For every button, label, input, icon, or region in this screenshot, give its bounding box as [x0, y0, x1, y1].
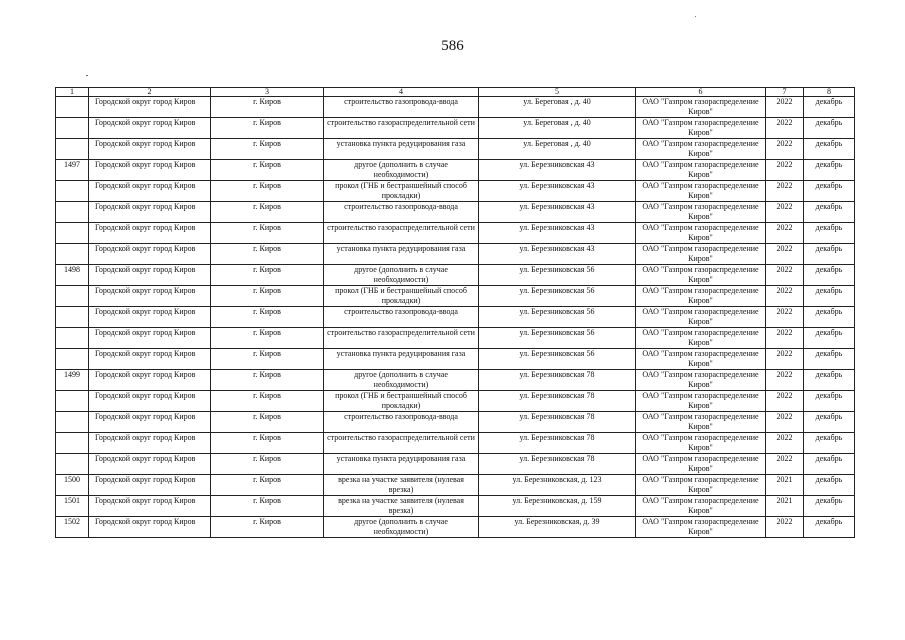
work-type-cell: строительство газопровода-ввода	[324, 202, 479, 223]
work-type-cell: другое (дополнить в случае необходимости)	[324, 370, 479, 391]
organization-cell: ОАО "Газпром газораспределение Киров"	[636, 517, 766, 538]
city-cell: г. Киров	[211, 370, 324, 391]
month-cell: декабрь	[804, 307, 855, 328]
work-type-cell: строительство газораспределительной сети	[324, 118, 479, 139]
row-number-cell	[56, 307, 89, 328]
work-type-cell: прокол (ГНБ и бестраншейный способ прокладки)	[324, 391, 479, 412]
year-cell: 2021	[766, 475, 804, 496]
table-row	[56, 118, 855, 139]
year-cell: 2022	[766, 202, 804, 223]
column-header: 5	[479, 88, 636, 97]
work-type-cell: установка пункта редуцирования газа	[324, 244, 479, 265]
district-cell: Городской округ город Киров	[89, 391, 211, 412]
organization-cell: ОАО "Газпром газораспределение Киров"	[636, 412, 766, 433]
year-cell: 2022	[766, 307, 804, 328]
table-row	[56, 517, 855, 538]
work-type-cell: строительство газораспределительной сети	[324, 433, 479, 454]
address-cell: ул. Березниковская 78	[479, 370, 636, 391]
city-cell: г. Киров	[211, 97, 324, 118]
month-cell: декабрь	[804, 496, 855, 517]
district-cell: Городской округ город Киров	[89, 286, 211, 307]
table-row	[56, 223, 855, 244]
month-cell: декабрь	[804, 328, 855, 349]
work-type-cell: строительство газопровода-ввода	[324, 307, 479, 328]
column-header: 2	[89, 88, 211, 97]
organization-cell: ОАО "Газпром газораспределение Киров"	[636, 139, 766, 160]
organization-cell: ОАО "Газпром газораспределение Киров"	[636, 475, 766, 496]
row-number-cell: 1501	[56, 496, 89, 517]
organization-cell: ОАО "Газпром газораспределение Киров"	[636, 370, 766, 391]
month-cell: декабрь	[804, 433, 855, 454]
city-cell: г. Киров	[211, 475, 324, 496]
address-cell: ул. Березниковская 78	[479, 391, 636, 412]
row-number-cell: 1497	[56, 160, 89, 181]
address-cell: ул. Береговая , д. 40	[479, 97, 636, 118]
row-number-cell	[56, 433, 89, 454]
city-cell: г. Киров	[211, 328, 324, 349]
month-cell: декабрь	[804, 370, 855, 391]
district-cell: Городской округ город Киров	[89, 160, 211, 181]
work-type-cell: установка пункта редуцирования газа	[324, 454, 479, 475]
organization-cell: ОАО "Газпром газораспределение Киров"	[636, 265, 766, 286]
address-cell: ул. Березниковская 56	[479, 349, 636, 370]
month-cell: декабрь	[804, 265, 855, 286]
row-number-cell	[56, 139, 89, 160]
month-cell: декабрь	[804, 244, 855, 265]
month-cell: декабрь	[804, 202, 855, 223]
month-cell: декабрь	[804, 160, 855, 181]
row-number-cell: 1498	[56, 265, 89, 286]
table-row	[56, 475, 855, 496]
work-type-cell: строительство газораспределительной сети	[324, 328, 479, 349]
column-header: 8	[804, 88, 855, 97]
address-cell: ул. Березниковская 56	[479, 328, 636, 349]
table-row	[56, 412, 855, 433]
year-cell: 2022	[766, 328, 804, 349]
address-cell: ул. Береговая , д. 40	[479, 139, 636, 160]
year-cell: 2022	[766, 223, 804, 244]
month-cell: декабрь	[804, 181, 855, 202]
city-cell: г. Киров	[211, 454, 324, 475]
address-cell: ул. Березниковская 56	[479, 307, 636, 328]
city-cell: г. Киров	[211, 181, 324, 202]
year-cell: 2022	[766, 433, 804, 454]
row-number-cell	[56, 412, 89, 433]
district-cell: Городской округ город Киров	[89, 454, 211, 475]
work-type-cell: прокол (ГНБ и бестраншейный способ прокладки)	[324, 181, 479, 202]
month-cell: декабрь	[804, 118, 855, 139]
year-cell: 2022	[766, 160, 804, 181]
address-cell: ул. Березниковская 43	[479, 160, 636, 181]
organization-cell: ОАО "Газпром газораспределение Киров"	[636, 328, 766, 349]
address-cell: ул. Березниковская 78	[479, 433, 636, 454]
month-cell: декабрь	[804, 349, 855, 370]
work-type-cell: установка пункта редуцирования газа	[324, 139, 479, 160]
year-cell: 2022	[766, 517, 804, 538]
year-cell: 2022	[766, 370, 804, 391]
header-row	[56, 88, 855, 97]
district-cell: Городской округ город Киров	[89, 97, 211, 118]
month-cell: декабрь	[804, 475, 855, 496]
year-cell: 2022	[766, 97, 804, 118]
city-cell: г. Киров	[211, 412, 324, 433]
district-cell: Городской округ город Киров	[89, 181, 211, 202]
organization-cell: ОАО "Газпром газораспределение Киров"	[636, 202, 766, 223]
address-cell: ул. Береговая , д. 40	[479, 118, 636, 139]
organization-cell: ОАО "Газпром газораспределение Киров"	[636, 454, 766, 475]
district-cell: Городской округ город Киров	[89, 412, 211, 433]
year-cell: 2022	[766, 391, 804, 412]
row-number-cell: 1500	[56, 475, 89, 496]
year-cell: 2022	[766, 265, 804, 286]
row-number-cell	[56, 244, 89, 265]
city-cell: г. Киров	[211, 307, 324, 328]
year-cell: 2021	[766, 496, 804, 517]
address-cell: ул. Березниковская, д. 39	[479, 517, 636, 538]
table-row	[56, 307, 855, 328]
work-type-cell: установка пункта редуцирования газа	[324, 349, 479, 370]
work-type-cell: врезка на участке заявителя (нулевая врезка)	[324, 496, 479, 517]
table-row	[56, 202, 855, 223]
organization-cell: ОАО "Газпром газораспределение Киров"	[636, 223, 766, 244]
work-type-cell: строительство газопровода-ввода	[324, 97, 479, 118]
table-row	[56, 454, 855, 475]
organization-cell: ОАО "Газпром газораспределение Киров"	[636, 244, 766, 265]
row-number-cell: 1502	[56, 517, 89, 538]
district-cell: Городской округ город Киров	[89, 517, 211, 538]
district-cell: Городской округ город Киров	[89, 202, 211, 223]
year-cell: 2022	[766, 286, 804, 307]
city-cell: г. Киров	[211, 160, 324, 181]
row-number-cell	[56, 202, 89, 223]
city-cell: г. Киров	[211, 118, 324, 139]
row-number-cell	[56, 223, 89, 244]
organization-cell: ОАО "Газпром газораспределение Киров"	[636, 496, 766, 517]
table-row	[56, 286, 855, 307]
district-cell: Городской округ город Киров	[89, 307, 211, 328]
year-cell: 2022	[766, 118, 804, 139]
row-number-cell	[56, 349, 89, 370]
district-cell: Городской округ город Киров	[89, 475, 211, 496]
month-cell: декабрь	[804, 139, 855, 160]
year-cell: 2022	[766, 454, 804, 475]
organization-cell: ОАО "Газпром газораспределение Киров"	[636, 349, 766, 370]
row-number-cell	[56, 97, 89, 118]
column-header: 1	[56, 88, 89, 97]
table-row	[56, 265, 855, 286]
address-cell: ул. Березниковская 56	[479, 265, 636, 286]
work-type-cell: врезка на участке заявителя (нулевая врезка)	[324, 475, 479, 496]
organization-cell: ОАО "Газпром газораспределение Киров"	[636, 307, 766, 328]
organization-cell: ОАО "Газпром газораспределение Киров"	[636, 433, 766, 454]
month-cell: декабрь	[804, 223, 855, 244]
district-cell: Городской округ город Киров	[89, 265, 211, 286]
work-type-cell: другое (дополнить в случае необходимости)	[324, 265, 479, 286]
year-cell: 2022	[766, 412, 804, 433]
address-cell: ул. Березниковская 43	[479, 244, 636, 265]
works-table	[55, 87, 855, 538]
column-header: 3	[211, 88, 324, 97]
address-cell: ул. Березниковская, д. 123	[479, 475, 636, 496]
district-cell: Городской округ город Киров	[89, 118, 211, 139]
address-cell: ул. Березниковская 43	[479, 223, 636, 244]
district-cell: Городской округ город Киров	[89, 223, 211, 244]
column-header: 6	[636, 88, 766, 97]
district-cell: Городской округ город Киров	[89, 496, 211, 517]
address-cell: ул. Березниковская 43	[479, 202, 636, 223]
table-row	[56, 160, 855, 181]
table-row	[56, 349, 855, 370]
month-cell: декабрь	[804, 412, 855, 433]
city-cell: г. Киров	[211, 223, 324, 244]
city-cell: г. Киров	[211, 244, 324, 265]
work-type-cell: другое (дополнить в случае необходимости)	[324, 160, 479, 181]
row-number-cell: 1499	[56, 370, 89, 391]
work-type-cell: прокол (ГНБ и бестраншейный способ прокладки)	[324, 286, 479, 307]
city-cell: г. Киров	[211, 139, 324, 160]
work-type-cell: другое (дополнить в случае необходимости)	[324, 517, 479, 538]
address-cell: ул. Березниковская 78	[479, 454, 636, 475]
table-row	[56, 139, 855, 160]
organization-cell: ОАО "Газпром газораспределение Киров"	[636, 286, 766, 307]
district-cell: Городской округ город Киров	[89, 349, 211, 370]
organization-cell: ОАО "Газпром газораспределение Киров"	[636, 181, 766, 202]
address-cell: ул. Березниковская 78	[479, 412, 636, 433]
row-number-cell	[56, 328, 89, 349]
district-cell: Городской округ город Киров	[89, 433, 211, 454]
row-number-cell	[56, 391, 89, 412]
column-header: 4	[324, 88, 479, 97]
table-row	[56, 370, 855, 391]
district-cell: Городской округ город Киров	[89, 244, 211, 265]
city-cell: г. Киров	[211, 496, 324, 517]
month-cell: декабрь	[804, 286, 855, 307]
district-cell: Городской округ город Киров	[89, 139, 211, 160]
city-cell: г. Киров	[211, 517, 324, 538]
row-number-cell	[56, 118, 89, 139]
table-row	[56, 391, 855, 412]
address-cell: ул. Березниковская 56	[479, 286, 636, 307]
table-row	[56, 496, 855, 517]
district-cell: Городской округ город Киров	[89, 370, 211, 391]
organization-cell: ОАО "Газпром газораспределение Киров"	[636, 118, 766, 139]
row-number-cell	[56, 454, 89, 475]
city-cell: г. Киров	[211, 265, 324, 286]
city-cell: г. Киров	[211, 433, 324, 454]
organization-cell: ОАО "Газпром газораспределение Киров"	[636, 97, 766, 118]
scan-mark	[86, 75, 88, 76]
organization-cell: ОАО "Газпром газораспределение Киров"	[636, 391, 766, 412]
address-cell: ул. Березниковская 43	[479, 181, 636, 202]
month-cell: декабрь	[804, 391, 855, 412]
table-row	[56, 244, 855, 265]
table-row	[56, 328, 855, 349]
city-cell: г. Киров	[211, 349, 324, 370]
table-row	[56, 181, 855, 202]
work-type-cell: строительство газопровода-ввода	[324, 412, 479, 433]
city-cell: г. Киров	[211, 286, 324, 307]
month-cell: декабрь	[804, 97, 855, 118]
page-number: 586	[441, 38, 464, 54]
row-number-cell	[56, 286, 89, 307]
city-cell: г. Киров	[211, 391, 324, 412]
address-cell: ул. Березниковская, д. 159	[479, 496, 636, 517]
month-cell: декабрь	[804, 517, 855, 538]
year-cell: 2022	[766, 349, 804, 370]
row-number-cell	[56, 181, 89, 202]
year-cell: 2022	[766, 139, 804, 160]
district-cell: Городской округ город Киров	[89, 328, 211, 349]
table-row	[56, 433, 855, 454]
scan-mark	[695, 16, 696, 17]
year-cell: 2022	[766, 244, 804, 265]
city-cell: г. Киров	[211, 202, 324, 223]
column-header: 7	[766, 88, 804, 97]
organization-cell: ОАО "Газпром газораспределение Киров"	[636, 160, 766, 181]
table-row	[56, 97, 855, 118]
work-type-cell: строительство газораспределительной сети	[324, 223, 479, 244]
month-cell: декабрь	[804, 454, 855, 475]
year-cell: 2022	[766, 181, 804, 202]
